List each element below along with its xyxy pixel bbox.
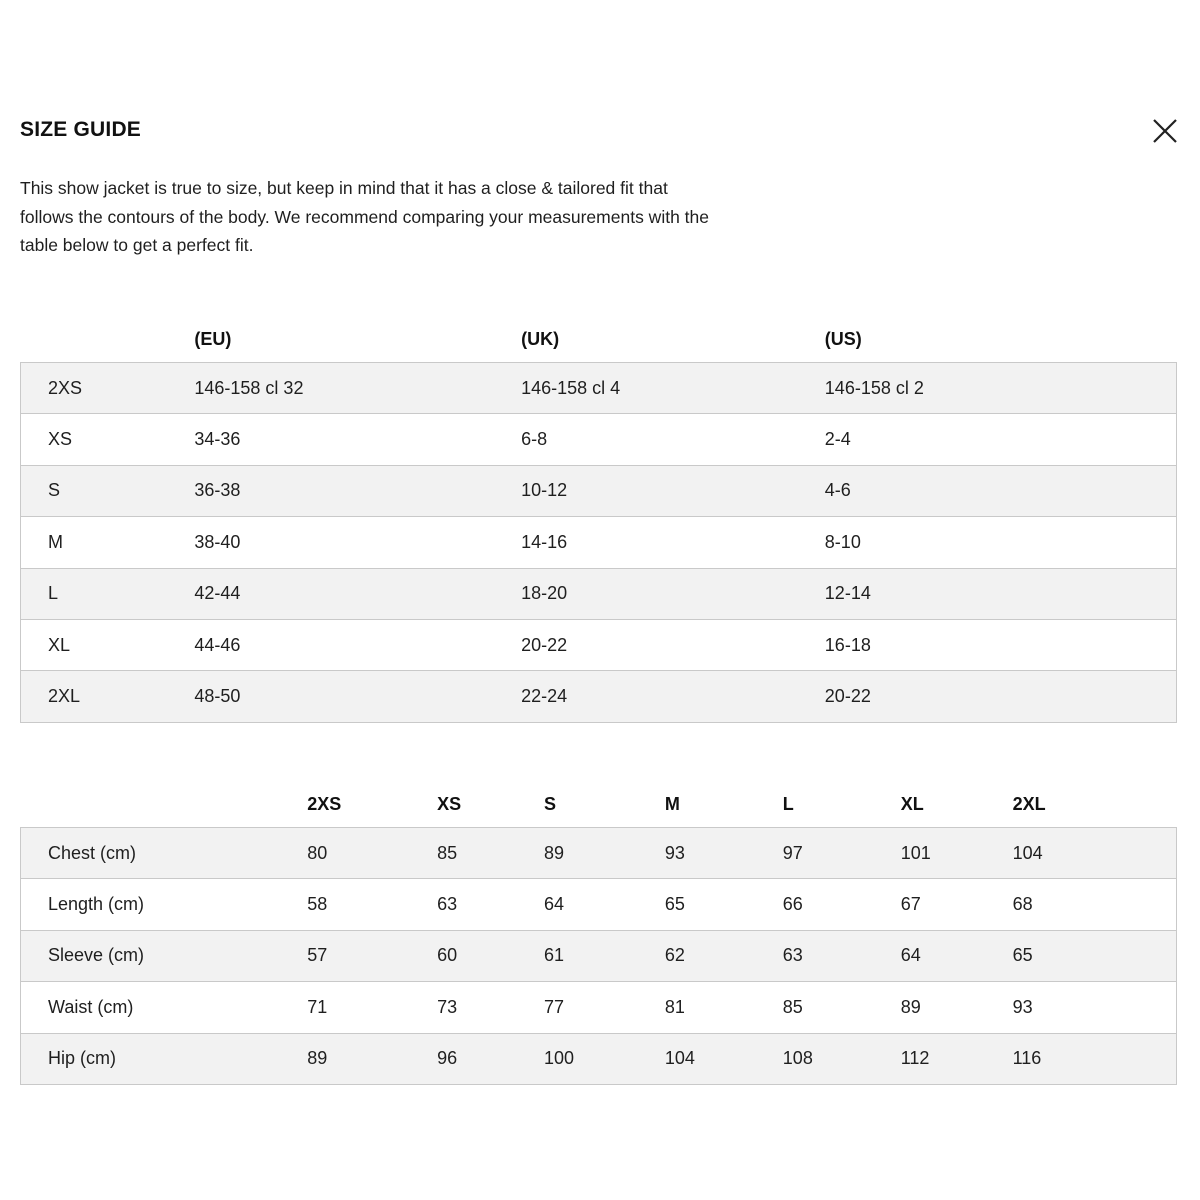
- row-label-cell: XS: [21, 414, 195, 465]
- table-cell: 73: [437, 982, 544, 1033]
- table-cell: 34-36: [194, 414, 521, 465]
- table-cell: 67: [901, 879, 1013, 930]
- table-cell: 108: [783, 1033, 901, 1084]
- row-label-cell: S: [21, 465, 195, 516]
- table-cell: 146-158 cl 32: [194, 363, 521, 414]
- table-cell: 104: [665, 1033, 783, 1084]
- table-cell: 58: [307, 879, 437, 930]
- row-label-cell: Waist (cm): [21, 982, 308, 1033]
- table-cell: 66: [783, 879, 901, 930]
- measure-header-2xs: 2XS: [307, 781, 437, 828]
- table-cell: 64: [544, 879, 665, 930]
- size-table-row: [21, 568, 1177, 619]
- measure-table-row: [21, 930, 1177, 981]
- measure-header-xl: XL: [901, 781, 1013, 828]
- table-cell: 63: [437, 879, 544, 930]
- table-cell: 77: [544, 982, 665, 1033]
- size-conversion-table: [20, 316, 1177, 723]
- measure-header-s: S: [544, 781, 665, 828]
- size-table-row: [21, 363, 1177, 414]
- table-cell: 89: [544, 828, 665, 879]
- table-cell: 89: [901, 982, 1013, 1033]
- table-cell: 4-6: [825, 465, 1177, 516]
- size-table-header-row: [21, 316, 1177, 363]
- table-cell: 101: [901, 828, 1013, 879]
- measure-table-header-row: [21, 781, 1177, 828]
- row-label-cell: M: [21, 517, 195, 568]
- size-header-blank: [21, 316, 195, 363]
- table-cell: 68: [1013, 879, 1177, 930]
- table-cell: 62: [665, 930, 783, 981]
- table-cell: 14-16: [521, 517, 825, 568]
- table-cell: 71: [307, 982, 437, 1033]
- table-cell: 89: [307, 1033, 437, 1084]
- table-cell: 36-38: [194, 465, 521, 516]
- table-cell: 22-24: [521, 671, 825, 722]
- table-cell: 48-50: [194, 671, 521, 722]
- size-table-row: [21, 517, 1177, 568]
- table-cell: 44-46: [194, 619, 521, 670]
- table-cell: 80: [307, 828, 437, 879]
- table-cell: 38-40: [194, 517, 521, 568]
- size-table-row: [21, 414, 1177, 465]
- table-cell: 96: [437, 1033, 544, 1084]
- measure-table-row: [21, 982, 1177, 1033]
- measure-header-m: M: [665, 781, 783, 828]
- table-cell: 8-10: [825, 517, 1177, 568]
- size-table-row: [21, 671, 1177, 722]
- size-table-row: [21, 619, 1177, 670]
- table-cell: 61: [544, 930, 665, 981]
- measure-table-row: [21, 879, 1177, 930]
- dialog-title: SIZE GUIDE: [20, 118, 142, 141]
- table-cell: 93: [665, 828, 783, 879]
- size-header-eu: (EU): [194, 316, 521, 363]
- table-cell: 42-44: [194, 568, 521, 619]
- table-cell: 12-14: [825, 568, 1177, 619]
- row-label-cell: 2XS: [21, 363, 195, 414]
- intro-text: This show jacket is true to size, but keep in mind that it has a close & tailored fit that follows the contours of the body. We recommend comparing your measurements with the table below to get a perfect fit.: [20, 178, 709, 255]
- row-label-cell: L: [21, 568, 195, 619]
- table-cell: 16-18: [825, 619, 1177, 670]
- table-cell: 6-8: [521, 414, 825, 465]
- table-cell: 10-12: [521, 465, 825, 516]
- close-icon: [1150, 116, 1180, 146]
- size-header-us: (US): [825, 316, 1177, 363]
- measure-header-l: L: [783, 781, 901, 828]
- size-header-uk: (UK): [521, 316, 825, 363]
- row-label-cell: Length (cm): [21, 879, 308, 930]
- row-label-cell: Sleeve (cm): [21, 930, 308, 981]
- table-cell: 112: [901, 1033, 1013, 1084]
- table-cell: 64: [901, 930, 1013, 981]
- table-cell: 97: [783, 828, 901, 879]
- table-cell: 100: [544, 1033, 665, 1084]
- table-cell: 20-22: [521, 619, 825, 670]
- row-label-cell: Hip (cm): [21, 1033, 308, 1084]
- measure-table-row: [21, 828, 1177, 879]
- table-cell: 85: [783, 982, 901, 1033]
- measurement-table: [20, 781, 1177, 1085]
- table-cell: 60: [437, 930, 544, 981]
- table-cell: 2-4: [825, 414, 1177, 465]
- table-cell: 146-158 cl 4: [521, 363, 825, 414]
- table-cell: 93: [1013, 982, 1177, 1033]
- row-label-cell: Chest (cm): [21, 828, 308, 879]
- table-cell: 65: [1013, 930, 1177, 981]
- table-cell: 57: [307, 930, 437, 981]
- table-cell: 81: [665, 982, 783, 1033]
- table-cell: 116: [1013, 1033, 1177, 1084]
- table-cell: 65: [665, 879, 783, 930]
- table-cell: 63: [783, 930, 901, 981]
- row-label-cell: XL: [21, 619, 195, 670]
- table-cell: 85: [437, 828, 544, 879]
- measure-header-2xl: 2XL: [1013, 781, 1177, 828]
- table-cell: 18-20: [521, 568, 825, 619]
- table-cell: 146-158 cl 2: [825, 363, 1177, 414]
- table-cell: 104: [1013, 828, 1177, 879]
- size-table-row: [21, 465, 1177, 516]
- close-button[interactable]: [1150, 116, 1180, 146]
- measure-header-blank: [21, 781, 308, 828]
- table-cell: 20-22: [825, 671, 1177, 722]
- row-label-cell: 2XL: [21, 671, 195, 722]
- measure-header-xs: XS: [437, 781, 544, 828]
- measure-table-row: [21, 1033, 1177, 1084]
